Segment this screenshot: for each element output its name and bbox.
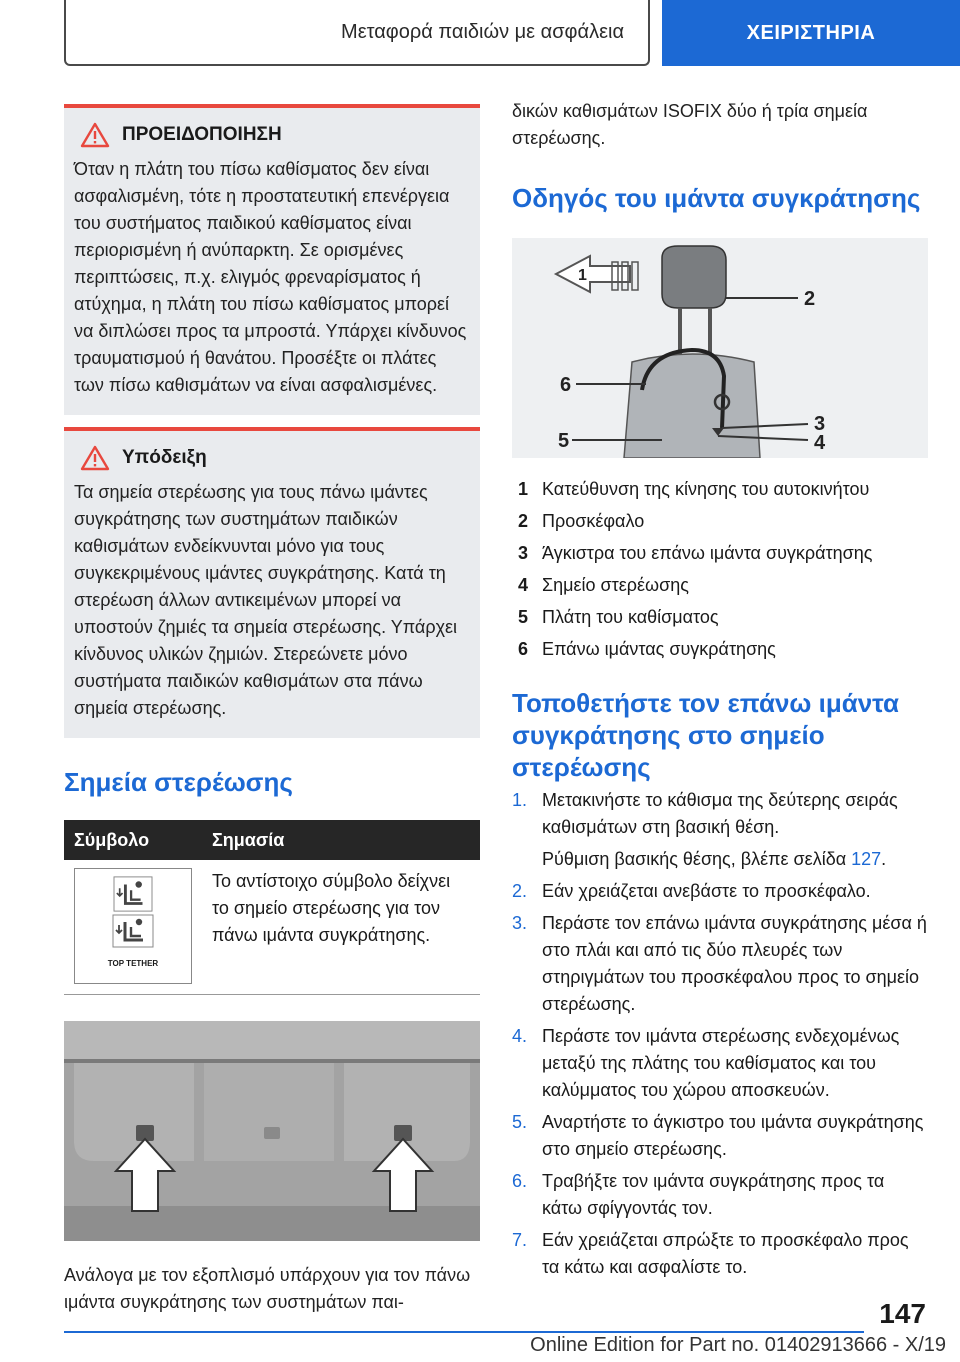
chapter-title: Μεταφορά παιδιών με ασφάλεια: [64, 0, 650, 66]
footer-divider: [64, 1331, 864, 1333]
meaning-cell: Το αντίστοιχο σύμβολο δείχνει το σημείο στερέωσης για τον πάνω ιμάντα συγκράτησης.: [202, 860, 480, 995]
hint-box: [64, 427, 480, 738]
diagram-label-3: 3: [814, 413, 826, 435]
continued-text: δικών καθισμάτων ISOFIX δύο ή τρία σημεία στερέωσης.: [512, 101, 868, 148]
warning-text: Όταν η πλάτη του πίσω καθίσματος δεν είναι ασφαλισμένη, τότε η προστατευτική επενέργεια του συστήματος παιδικού καθίσματος είναι περιορισμένη ή ανύπαρκτη. Σε ορισμένες περιπτώσεις, π.χ. ελιγμός φρεναρίσματος ή ατύχημα, η πλάτη του πίσω καθίσματος μπορεί να διπλώσει προς τα μπροστά. Υπάρχει κίνδυνος τραυματισμού ή θανάτου. Προσέξτε οι πλάτες των πίσω καθισμάτων να είναι ασφαλισμένες.: [74, 159, 467, 395]
warning-triangle-icon: [80, 122, 110, 148]
warning-triangle-icon: [80, 445, 110, 471]
diagram-legend: [512, 473, 928, 665]
step-reference: Ρύθμιση βασικής θέσης, βλέπε σελίδα 127.: [542, 849, 887, 869]
symbol-table: [64, 820, 480, 995]
diagram-label-2: 2: [804, 288, 816, 310]
diagram-label-4: 4: [814, 432, 826, 454]
list-item: 4 Σημείο στερέωσης: [518, 575, 689, 595]
page-number: 147: [879, 1298, 926, 1329]
top-tether-symbols: [74, 868, 192, 984]
diagram-label-1: 1: [578, 267, 587, 284]
list-item: 6 Επάνω ιμάντας συγκράτησης: [518, 639, 776, 659]
list-item: 1 Κατεύθυνση της κίνησης του αυτοκινήτου: [518, 479, 870, 499]
list-item: 2. Εάν χρειάζεται ανεβάστε το προσκέφαλο.: [512, 881, 871, 901]
anchor-points-heading: Σημεία στερέωσης: [64, 767, 293, 797]
list-item: 5 Πλάτη του καθίσματος: [518, 607, 719, 627]
left-column: [64, 104, 480, 1316]
top-tether-icon: [111, 913, 155, 949]
list-item: 6. Τραβήξτε τον ιμάντα συγκράτησης προς τα κάτω σφίγγοντάς τον.: [512, 1171, 885, 1218]
page-link[interactable]: 127: [851, 849, 882, 869]
child-seat-anchor-icon: [111, 875, 155, 913]
tether-guide-diagram: [512, 238, 928, 458]
warning-box: [64, 104, 480, 415]
hint-title: Υπόδειξη: [122, 447, 207, 468]
install-heading: Τοποθετήστε τον επάνω ιμάντα συγκράτησης στο σημείο στερέωσης: [512, 688, 900, 782]
list-item: 7. Εάν χρειάζεται σπρώξτε το προσκέφαλο προς τα κάτω και ασφαλίστε το.: [512, 1230, 909, 1277]
section-tab[interactable]: ΧΕΙΡΙΣΤΗΡΙΑ: [662, 0, 960, 66]
list-item: 2 Προσκέφαλο: [518, 511, 645, 531]
col-symbol-header: Σύμβολο: [64, 820, 202, 860]
list-item: 4. Περάστε τον ιμάντα στερέωσης ενδεχομένως μεταξύ της πλάτης του καθίσματος και του καλύμματος του χώρου αποσκευών.: [512, 1026, 900, 1100]
page-header: [64, 0, 960, 66]
list-item: 1. Μετακινήστε το κάθισμα της δεύτερης σειράς καθισμάτων στη βασική θέση.: [512, 790, 898, 837]
hint-text: Τα σημεία στερέωσης για τους πάνω ιμάντες συγκράτησης των συστημάτων παιδικών καθισμάτων ενδείκνυνται μόνο για τους συγκεκριμένους ιμάντες συγκράτησης. Κατά τη στερέωση άλλων αντικειμένων μπορεί να υποστούν ζημιές τα σημεία στερέωσης. Υπάρχει κίνδυνος υλικών ζημιών. Στερεώνετε μόνο συστήματα παιδικών καθισμάτων στα πάνω σημεία στερέωσης.: [74, 482, 458, 718]
table-row: [64, 860, 480, 995]
warning-title: ΠΡΟΕΙΔΟΠΟΙΗΣΗ: [122, 124, 282, 145]
list-item: 3 Άγκιστρα του επάνω ιμάντα συγκράτησης: [518, 543, 873, 563]
footer-edition: Online Edition for Part no. 01402913666 - X/19: [530, 1334, 946, 1356]
top-tether-caption: TOP TETHER: [107, 959, 159, 968]
diagram-label-5: 5: [558, 430, 570, 452]
install-steps: [512, 787, 928, 1281]
right-column: [512, 98, 928, 1286]
list-item: 3. Περάστε τον επάνω ιμάντα συγκράτησης μέσα ή στο πλάι και από τις δύο πλευρές των στηριγμάτων του προσκέφαλου προς το σημείο στερέωσης.: [512, 913, 927, 1014]
col-meaning-header: Σημασία: [202, 820, 480, 860]
diagram-label-6: 6: [560, 374, 572, 396]
anchor-availability-text: Ανάλογα με τον εξοπλισμό υπάρχουν για τον πάνω ιμάντα συγκράτησης των συστημάτων παι-: [64, 1265, 471, 1312]
list-item: 5. Αναρτήστε το άγκιστρο του ιμάντα συγκράτησης στο σημείο στερέωσης.: [512, 1112, 924, 1159]
tether-guide-heading: Οδηγός του ιμάντα συγκράτησης: [512, 183, 921, 213]
trunk-anchor-photo: [64, 1021, 480, 1241]
